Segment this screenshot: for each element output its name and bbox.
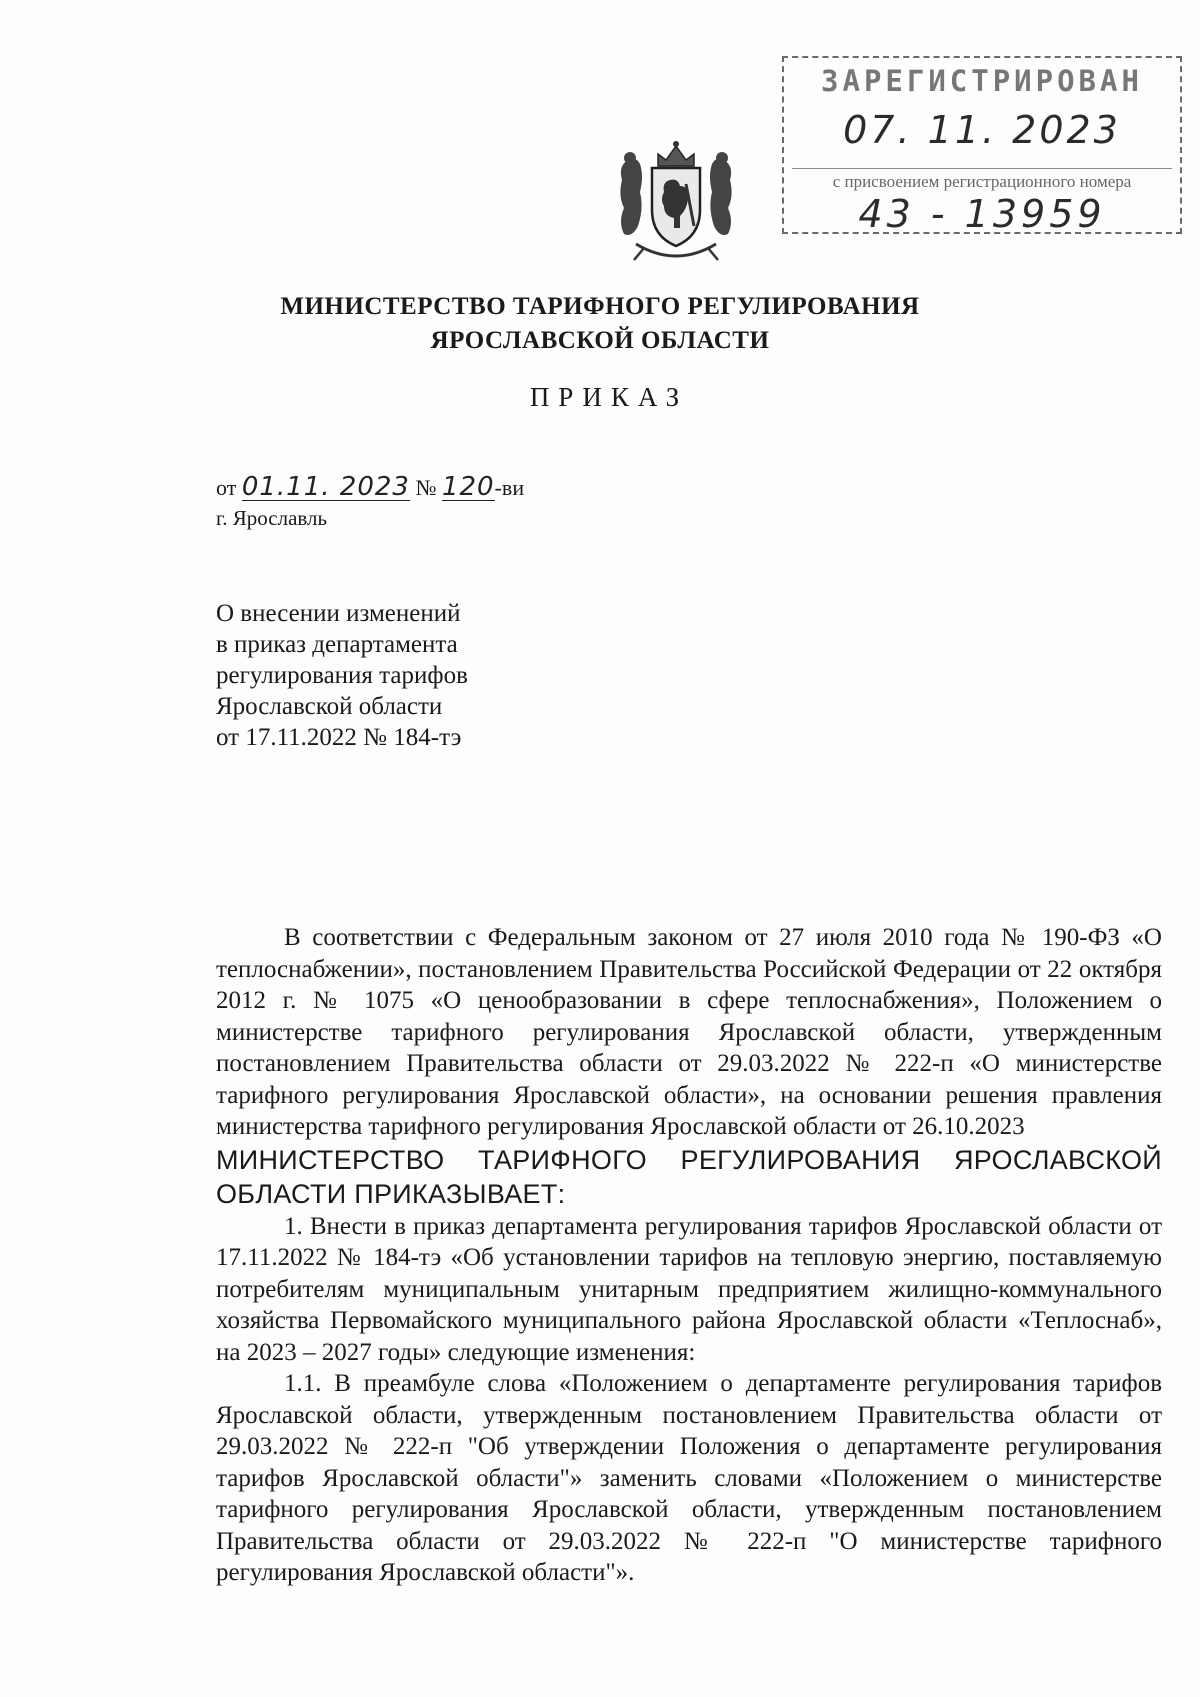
date-prefix: от bbox=[216, 475, 237, 500]
item-1-1-paragraph: 1.1. В преамбуле слова «Положением о департаменте регулирования тарифов Ярославской области, утвержденным постановлением Правительства области от 29.03.2022 № 222-п "Об утверждении Положения о департаменте регулирования тарифов Ярославской области"» заменить словами «Положением о министерстве тарифного регулирования Ярославской области, утвержденным постановлением Правительства области от 29.03.2022 № 222-п "О министерстве тарифного регулирования Ярославской области"». bbox=[216, 1370, 1162, 1586]
number-suffix: -ви bbox=[494, 475, 525, 500]
coat-of-arms-icon bbox=[614, 136, 738, 266]
document-type-title: ПРИКАЗ bbox=[529, 382, 689, 412]
decree-statement: МИНИСТЕРСТВО ТАРИФНОГО РЕГУЛИРОВАНИЯ ЯРОСЛАВСКОЙ ОБЛАСТИ ПРИКАЗЫВАЕТ: bbox=[216, 1144, 1162, 1209]
order-number: 120 bbox=[441, 472, 495, 502]
order-date-number bbox=[216, 474, 524, 501]
order-subject bbox=[216, 598, 468, 753]
subject-line: О внесении изменений bbox=[216, 600, 461, 627]
stamp-note: с присвоением регистрационного номера bbox=[832, 172, 1132, 191]
order-date: 01.11. 2023 bbox=[241, 472, 410, 502]
order-body bbox=[216, 922, 1162, 1589]
number-prefix: № bbox=[415, 475, 437, 500]
stamp-title: ЗАРЕГИСТРИРОВАН bbox=[821, 64, 1143, 98]
stamp-registration-number: 43 - 13959 bbox=[858, 192, 1106, 236]
preamble-paragraph: В соответствии с Федеральным законом от 27 июля 2010 года № 190-ФЗ «О теплоснабжении», постановлением Правительства Российской Федерации от 22 октября 2012 г. № 1075 «О ценообразовании в сфере теплоснабжения», Положением о министерстве тарифного регулирования Ярославской области, утвержденным постановлением Правительства области от 29.03.2022 № 222-п «О министерстве тарифного регулирования Ярославской области», на основании решения правления министерства тарифного регулирования Ярославской области от 26.10.2023 bbox=[216, 924, 1162, 1140]
ministry-name-line-1: МИНИСТЕРСТВО ТАРИФНОГО РЕГУЛИРОВАНИЯ bbox=[280, 293, 920, 320]
ministry-heading bbox=[0, 290, 1200, 358]
stamp-date: 07. 11. 2023 bbox=[843, 108, 1121, 152]
subject-line: от 17.11.2022 № 184-тэ bbox=[216, 724, 462, 751]
stamp-divider bbox=[792, 168, 1172, 169]
city: г. Ярославль bbox=[216, 506, 328, 530]
subject-line: регулирования тарифов bbox=[216, 662, 468, 689]
subject-line: в приказ департамента bbox=[216, 631, 458, 658]
item-1-paragraph: 1. Внести в приказ департамента регулирования тарифов Ярославской области от 17.11.2022 № 184-тэ «Об установлении тарифов на тепловую энергию, поставляемую потребителям муниципальным унитарным предприятием жилищно-коммунального хозяйства Первомайского муниципального района Ярославской области «Теплоснаб», на 2023 – 2027 годы» следующие изменения: bbox=[216, 1212, 1162, 1366]
registration-stamp bbox=[782, 56, 1182, 234]
ministry-name-line-2: ЯРОСЛАВСКОЙ ОБЛАСТИ bbox=[430, 327, 770, 354]
subject-line: Ярославской области bbox=[216, 693, 443, 720]
